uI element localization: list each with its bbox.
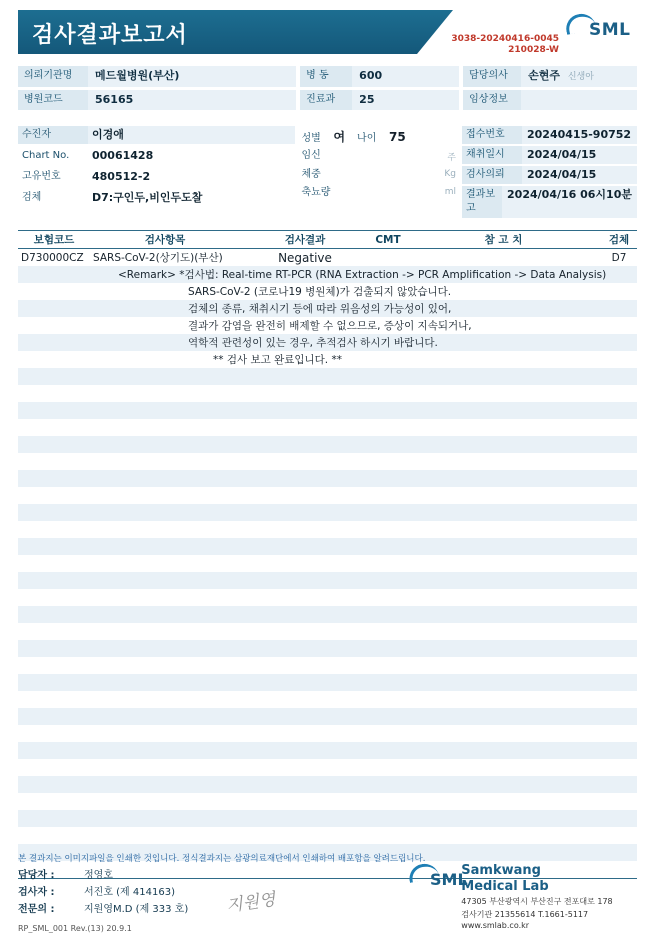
report-date-label: 결과보고 (462, 186, 502, 218)
responsible-label: 담당자 : (18, 870, 55, 881)
collect-date-field (462, 146, 637, 164)
pregnancy-value (339, 147, 436, 166)
receipt-no-field (462, 126, 637, 144)
urine-value (339, 184, 436, 202)
org-label: 의뢰기관명 (18, 66, 88, 87)
document-id: RP_SML_001 Rev.(13) 20.9.1 (18, 924, 132, 933)
results-table (18, 230, 637, 879)
lab-contact: 검사기관 21355614 T.1661-5117 www.smlab.co.kr (461, 910, 589, 930)
header-test-name: 검사항목 (144, 234, 186, 246)
dept-field (300, 90, 459, 110)
hospital-code-label: 병원코드 (18, 90, 88, 110)
sex-value: 여 (333, 130, 346, 144)
dates-column (462, 126, 637, 220)
results-table-header (18, 231, 637, 249)
report-header (18, 6, 637, 62)
sex-label: 성별 (301, 133, 321, 144)
empty-row (18, 742, 637, 759)
empty-row (18, 453, 637, 470)
specimen-field (18, 189, 295, 207)
empty-row (18, 504, 637, 521)
collect-date-label: 채취일시 (462, 146, 522, 164)
empty-row (18, 674, 637, 691)
report-page (0, 6, 655, 931)
request-date-value: 2024/04/15 (522, 166, 637, 184)
info-spacer (18, 113, 637, 120)
lab-logo-icon (406, 862, 468, 902)
empty-row (18, 793, 637, 810)
empty-row (18, 708, 637, 725)
weight-unit: Kg (444, 169, 456, 179)
chart-no-field (18, 147, 295, 165)
barcode-id-line2: 210028-W (508, 45, 559, 56)
doctor-field (463, 66, 637, 87)
tester-label: 검사자 : (18, 887, 55, 898)
urine-row (299, 184, 458, 202)
ward-field (300, 66, 459, 87)
remark-text: ** 검사 보고 완료입니다. ** (213, 354, 342, 366)
header-code: 보험코드 (33, 234, 75, 246)
urine-unit: ml (444, 187, 456, 197)
patient-info (18, 66, 637, 220)
weight-value (339, 166, 436, 184)
pregnancy-label: 임신 (301, 150, 321, 161)
urine-label: 축뇨량 (301, 187, 331, 198)
org-value: 메드월병원(부산) (88, 66, 296, 87)
responsible-value: 정영호 (84, 870, 113, 881)
empty-row (18, 776, 637, 793)
receiver-field (18, 126, 295, 144)
table-row (18, 249, 637, 266)
ward-label: 병 동 (300, 66, 352, 87)
cell-test-name: SARS-CoV-2(상기도)(부산) (93, 252, 223, 264)
info-row-2 (18, 90, 637, 110)
empty-row (18, 555, 637, 572)
empty-row (18, 521, 637, 538)
chart-no-label: Chart No. (22, 150, 70, 161)
doctor-name: 손현주 (528, 69, 561, 82)
doctor-sub: 신생아 (567, 72, 594, 82)
empty-row (18, 759, 637, 776)
remark-row (18, 283, 637, 300)
header-specimen: 검체 (608, 234, 630, 246)
pregnancy-row (299, 147, 458, 166)
info-row-1 (18, 66, 637, 87)
header-result: 검사결과 (284, 234, 326, 246)
receiver-label: 수진자 (18, 126, 88, 144)
specimen-label: 검체 (22, 192, 42, 203)
empty-row (18, 623, 637, 640)
empty-row (18, 640, 637, 657)
remark-text: 검체의 종류, 채취시기 등에 따라 위음성의 가능성이 있어, (188, 303, 452, 315)
clinical-field (463, 90, 637, 110)
empty-row (18, 606, 637, 623)
barcode-id-line1: 3038-20240416-0045 (451, 34, 559, 44)
report-footer (18, 852, 637, 933)
dept-label: 진료과 (300, 90, 352, 110)
cell-code: D730000CZ (21, 251, 84, 264)
remark-text: SARS-CoV-2 (코로나19 병원체)가 검출되지 않았습니다. (188, 286, 452, 298)
empty-row (18, 419, 637, 436)
empty-row (18, 810, 637, 827)
info-block-2 (18, 126, 637, 220)
cell-result: Negative (278, 250, 332, 265)
hospital-code-field (18, 90, 296, 110)
remark-row (18, 300, 637, 317)
empty-row (18, 538, 637, 555)
remark-text: 역학적 관련성이 있는 경우, 추적검사 하시기 바랍니다. (188, 337, 438, 349)
unique-no-label: 고유번호 (22, 171, 61, 182)
receipt-no-label: 접수번호 (462, 126, 522, 144)
empty-row (18, 657, 637, 674)
pregnancy-unit: 주 (447, 153, 456, 163)
clinical-value (521, 90, 637, 110)
header-cmt: CMT (375, 233, 401, 246)
remark-row (18, 334, 637, 351)
weight-row (299, 166, 458, 184)
empty-rows (18, 368, 637, 878)
remark-text: 결과가 감염을 완전히 배제할 수 없으므로, 증상이 지속되거나, (188, 320, 472, 332)
receipt-no-value: 20240415-90752 (522, 126, 637, 144)
signature-stamp: 지원영 (225, 889, 277, 917)
lab-name-line2: Medical Lab (461, 879, 549, 894)
hospital-code-value: 56165 (88, 90, 296, 110)
request-date-label: 검사의뢰 (462, 166, 522, 184)
remark-row (18, 351, 637, 368)
specimen-value: D7:구인두,비인두도찰 (92, 191, 203, 204)
empty-row (18, 725, 637, 742)
footer-main (18, 863, 637, 933)
sex-age-row (299, 126, 458, 147)
responsible-row (18, 866, 318, 881)
barcode-id (451, 34, 559, 57)
specialist-value: 지원영M.D (제 333 호) (84, 904, 189, 915)
request-date-field (462, 166, 637, 184)
empty-row (18, 691, 637, 708)
chart-no-value: 00061428 (92, 149, 154, 162)
logo-letters: SML (589, 20, 631, 40)
doctor-value (521, 66, 637, 87)
cell-specimen: D7 (611, 251, 627, 264)
vitals-column (299, 126, 458, 220)
empty-row (18, 827, 637, 844)
dept-value: 25 (352, 90, 459, 110)
age-value: 75 (389, 129, 406, 144)
doctor-label: 담당의사 (463, 66, 521, 87)
collect-date-value: 2024/04/15 (522, 146, 637, 164)
remark-row (18, 317, 637, 334)
footer-note: 본 결과지는 이미지파일을 인쇄한 것입니다. 정식결과지는 삼광의료재단에서 인쇄하여 배포함을 알려드립니다. (18, 854, 426, 864)
unique-no-field (18, 168, 295, 186)
ward-value: 600 (352, 66, 459, 87)
empty-row (18, 436, 637, 453)
receiver-column (18, 126, 295, 220)
lab-text (461, 862, 637, 931)
sml-logo-icon (565, 12, 631, 46)
header-reference: 참 고 치 (484, 234, 523, 246)
empty-row (18, 589, 637, 606)
remark-row (18, 266, 637, 283)
age-label: 나이 (357, 133, 377, 144)
org-field (18, 66, 296, 87)
empty-row (18, 487, 637, 504)
weight-label: 체중 (301, 169, 321, 180)
report-date-value: 2024/04/16 06시10분 (502, 186, 637, 218)
empty-row (18, 385, 637, 402)
lab-logo-letters: SML (430, 870, 468, 889)
page-title: 검사결과보고서 (32, 23, 188, 48)
lab-address: 47305 부산광역시 부산진구 전포대로 178 (461, 897, 613, 906)
lab-name-line1: Samkwang (461, 863, 541, 878)
tester-value: 서진호 (제 414163) (84, 887, 175, 898)
remark-text: <Remark> *검사법: Real-time RT-PCR (RNA Extraction -> PCR Amplification -> Data Analysis) (118, 269, 607, 281)
empty-row (18, 402, 637, 419)
specialist-label: 전문의 : (18, 904, 55, 915)
lab-identity (406, 862, 637, 931)
empty-row (18, 470, 637, 487)
empty-row (18, 368, 637, 385)
receiver-value: 이경애 (88, 126, 295, 144)
clinical-label: 임상정보 (463, 90, 521, 110)
unique-no-value: 480512-2 (92, 170, 151, 183)
report-date-field (462, 186, 637, 218)
empty-row (18, 572, 637, 589)
